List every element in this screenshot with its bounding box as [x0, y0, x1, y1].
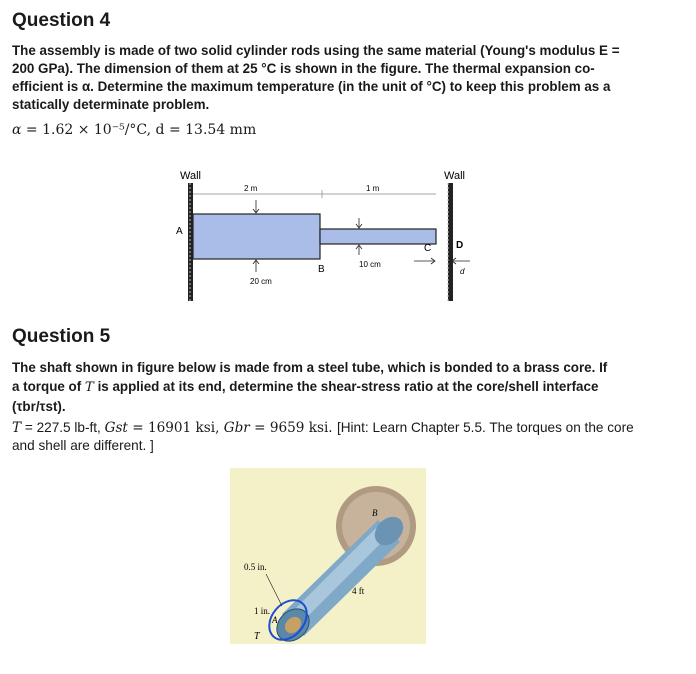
question-4-title: Question 4	[12, 10, 111, 31]
question-4-params	[12, 122, 256, 138]
wall-left-label: Wall	[180, 170, 201, 182]
question-5-title: Question 5	[12, 326, 111, 347]
param-gst-value: = 16901 ksi,	[127, 420, 224, 436]
rod-assembly-figure	[170, 166, 470, 306]
label-d: D	[456, 240, 464, 251]
label-c: C	[424, 243, 432, 254]
label-a: A	[176, 226, 183, 237]
question-5-line-1: The shaft shown in figure below is made from a steel tube, which is bonded to a brass core. If	[12, 360, 608, 375]
inner-dim-label: 1 in.	[254, 606, 271, 616]
param-gbr-value: = 9659 ksi.	[249, 420, 337, 436]
right-wall	[448, 183, 453, 301]
param-gbr-symbol: Gbr	[223, 420, 250, 436]
alpha-value: = 1.62 × 10⁻⁵/°C, d = 13.54 mm	[21, 122, 257, 138]
length-big-label: 2 m	[244, 184, 258, 193]
question-5-params	[12, 419, 652, 454]
param-gst-symbol: Gst	[104, 420, 128, 436]
wall-right-label: Wall	[444, 170, 465, 182]
label-b-fig2: B	[372, 508, 378, 518]
hint-text: [Hint: Learn Chapter 5.5. The torques on the core and shell are different. ]	[12, 420, 634, 453]
torque-symbol: T	[84, 380, 94, 395]
dia-small-label: 10 cm	[359, 260, 381, 269]
question-4-text: The assembly is made of two solid cylinder rods using the same material (Young's modulus E = 200 GPa). The dimension of them at 25 °C is shown in the figure. The thermal expansion co-efficient is α. Determine the maximum temperature (in the unit of °C) to keep this problem as a statically determinate problem.	[12, 43, 620, 112]
param-t-value: = 227.5 lb-ft,	[21, 420, 105, 435]
outer-dim-label: 0.5 in.	[244, 562, 267, 572]
small-rod	[320, 229, 436, 244]
label-a-fig2: A	[272, 615, 278, 625]
composite-shaft-figure	[230, 468, 426, 644]
param-t-symbol: T	[12, 420, 22, 436]
question-5-line-3: (τbr/τst).	[12, 399, 66, 414]
large-rod	[193, 214, 320, 259]
gap-label: d	[460, 267, 465, 276]
torque-label: T	[254, 631, 260, 642]
length-small-label: 1 m	[366, 184, 380, 193]
alpha-symbol: α	[12, 122, 22, 138]
label-b: B	[318, 264, 325, 275]
dia-big-label: 20 cm	[250, 277, 272, 286]
question-5-text	[12, 358, 652, 416]
question-5-line-2: a torque of T is applied at its end, determine the shear-stress ratio at the core/shell interface	[12, 379, 599, 395]
length-label: 4 ft	[352, 586, 365, 596]
